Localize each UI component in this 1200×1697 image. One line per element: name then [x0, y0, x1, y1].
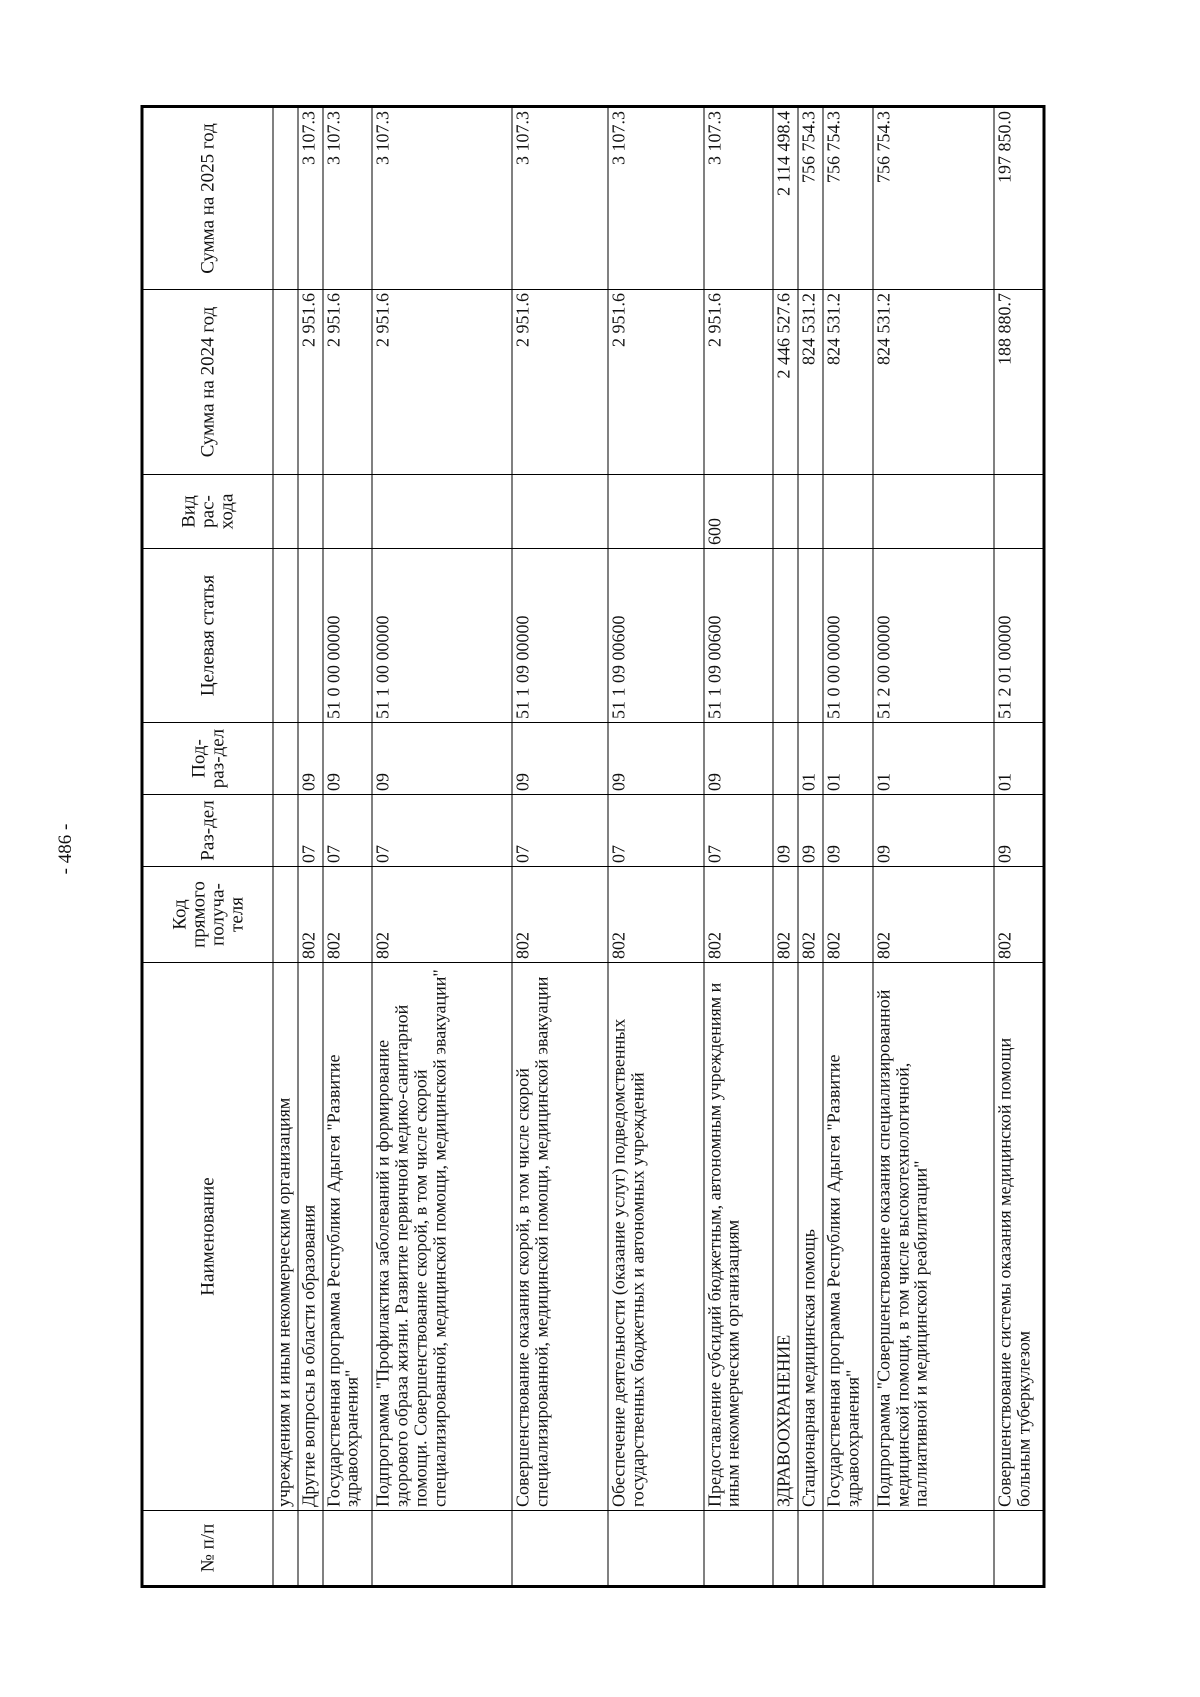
- cell-vid: [273, 475, 298, 549]
- cell-razdel: 07: [298, 795, 323, 867]
- cell-tselevaya: [798, 549, 823, 723]
- cell-razdel: [273, 795, 298, 867]
- cell-name: Подпрограмма "Совершенствование оказания специализированной медицинской помощи, в том числе высокотехнологичной, паллиативной и медицинской реабилитации": [873, 963, 995, 1511]
- cell-podrazdel: 09: [608, 723, 704, 795]
- cell-name: Другие вопросы в области образования: [298, 963, 323, 1511]
- cell-razdel: 09: [798, 795, 823, 867]
- cell-name: Стационарная медицинская помощь: [798, 963, 823, 1511]
- cell-name: Государственная программа Республики Адыгея "Развитие здравоохранения": [323, 963, 373, 1511]
- cell-razdel: 07: [372, 795, 512, 867]
- cell-sum-2024: 2 951.6: [512, 290, 608, 475]
- table-row: [994, 107, 1044, 1587]
- cell-sum-2025: 3 107.3: [372, 107, 512, 290]
- cell-code: 802: [298, 867, 323, 963]
- table-row: [773, 107, 798, 1587]
- cell-no: [608, 1511, 704, 1587]
- cell-sum-2025: 3 107.3: [608, 107, 704, 290]
- cell-tselevaya: 51 1 09 00600: [704, 549, 774, 723]
- header-vid: Вид рас-хода: [142, 475, 273, 549]
- table-row: [273, 107, 298, 1587]
- cell-podrazdel: 09: [512, 723, 608, 795]
- cell-code: 802: [773, 867, 798, 963]
- cell-sum-2025: 3 107.3: [512, 107, 608, 290]
- cell-razdel: 07: [704, 795, 774, 867]
- cell-name: Государственная программа Республики Адыгея "Развитие здравоохранения": [823, 963, 873, 1511]
- cell-vid: [773, 475, 798, 549]
- cell-sum-2025: 197 850.0: [994, 107, 1044, 290]
- cell-code: [273, 867, 298, 963]
- cell-no: [823, 1511, 873, 1587]
- cell-code: 802: [372, 867, 512, 963]
- cell-vid: [323, 475, 373, 549]
- header-name: Наименование: [142, 963, 273, 1511]
- cell-razdel: 09: [823, 795, 873, 867]
- cell-razdel: 07: [608, 795, 704, 867]
- header-tselevaya: Целевая статья: [142, 549, 273, 723]
- cell-tselevaya: 51 1 09 00000: [512, 549, 608, 723]
- table-row: [512, 107, 608, 1587]
- header-no: № п/п: [142, 1511, 273, 1587]
- header-sum-2024: Сумма на 2024 год: [142, 290, 273, 475]
- cell-sum-2025: 3 107.3: [298, 107, 323, 290]
- cell-sum-2025: 3 107.3: [704, 107, 774, 290]
- cell-vid: [298, 475, 323, 549]
- cell-sum-2024: 824 531.2: [798, 290, 823, 475]
- table-row: [608, 107, 704, 1587]
- cell-razdel: 09: [773, 795, 798, 867]
- cell-code: 802: [512, 867, 608, 963]
- cell-vid: [873, 475, 995, 549]
- table-row: [298, 107, 323, 1587]
- cell-sum-2024: 824 531.2: [873, 290, 995, 475]
- cell-sum-2024: 2 951.6: [323, 290, 373, 475]
- cell-no: [773, 1511, 798, 1587]
- cell-razdel: 09: [873, 795, 995, 867]
- cell-sum-2024: 824 531.2: [823, 290, 873, 475]
- cell-name: Обеспечение деятельности (оказание услуг) подведомственных государственных бюджетных и автономных учреждений: [608, 963, 704, 1511]
- cell-code: 802: [798, 867, 823, 963]
- cell-vid: [994, 475, 1044, 549]
- cell-vid: [798, 475, 823, 549]
- cell-tselevaya: 51 2 01 00000: [994, 549, 1044, 723]
- header-code: Код прямого получа-теля: [142, 867, 273, 963]
- cell-name: ЗДРАВООХРАНЕНИЕ: [773, 963, 798, 1511]
- cell-tselevaya: [773, 549, 798, 723]
- cell-podrazdel: 09: [298, 723, 323, 795]
- cell-no: [323, 1511, 373, 1587]
- table-header-row: [142, 107, 273, 1587]
- cell-sum-2024: 2 951.6: [298, 290, 323, 475]
- cell-podrazdel: [773, 723, 798, 795]
- cell-razdel: 07: [323, 795, 373, 867]
- cell-podrazdel: 01: [994, 723, 1044, 795]
- cell-code: 802: [873, 867, 995, 963]
- cell-podrazdel: 01: [798, 723, 823, 795]
- cell-tselevaya: 51 0 00 00000: [823, 549, 873, 723]
- cell-name: Предоставление субсидий бюджетным, автономным учреждениям и иным некоммерческим организациям: [704, 963, 774, 1511]
- cell-no: [298, 1511, 323, 1587]
- cell-no: [798, 1511, 823, 1587]
- cell-name: Совершенствование оказания скорой, в том числе скорой специализированной, медицинской помощи, медицинской эвакуации: [512, 963, 608, 1511]
- cell-tselevaya: [273, 549, 298, 723]
- cell-vid: [608, 475, 704, 549]
- cell-sum-2025: 756 754.3: [823, 107, 873, 290]
- cell-name: Совершенствование системы оказания медицинской помощи больным туберкулезом: [994, 963, 1044, 1511]
- cell-sum-2025: 756 754.3: [873, 107, 995, 290]
- cell-no: [873, 1511, 995, 1587]
- cell-code: 802: [823, 867, 873, 963]
- cell-sum-2024: [273, 290, 298, 475]
- cell-tselevaya: 51 1 00 00000: [372, 549, 512, 723]
- table-row: [798, 107, 823, 1587]
- cell-razdel: 09: [994, 795, 1044, 867]
- cell-podrazdel: 01: [823, 723, 873, 795]
- cell-podrazdel: 09: [704, 723, 774, 795]
- cell-podrazdel: 09: [372, 723, 512, 795]
- header-sum-2025: Сумма на 2025 год: [142, 107, 273, 290]
- cell-no: [273, 1511, 298, 1587]
- cell-vid: [823, 475, 873, 549]
- cell-sum-2024: 2 951.6: [372, 290, 512, 475]
- cell-sum-2024: 2 951.6: [704, 290, 774, 475]
- cell-tselevaya: 51 1 09 00600: [608, 549, 704, 723]
- cell-podrazdel: 09: [323, 723, 373, 795]
- cell-tselevaya: 51 2 00 00000: [873, 549, 995, 723]
- cell-sum-2025: 3 107.3: [323, 107, 373, 290]
- cell-sum-2024: 2 951.6: [608, 290, 704, 475]
- cell-name: Подпрограмма "Профилактика заболеваний и формирование здорового образа жизни. Развитие первичной медико-санитарной помощи. Совершенствование скорой, в том числе скорой специализированной, медицинской помощи, медицинской эвакуации": [372, 963, 512, 1511]
- header-podrazdel: Под-раз-дел: [142, 723, 273, 795]
- table-row: [823, 107, 873, 1587]
- cell-sum-2025: [273, 107, 298, 290]
- table-row: [873, 107, 995, 1587]
- rotated-table-wrapper: [141, 108, 1046, 1588]
- table-row: [704, 107, 774, 1587]
- table-row: [372, 107, 512, 1587]
- cell-name: учреждениям и иным некоммерческим организациям: [273, 963, 298, 1511]
- table-row: [323, 107, 373, 1587]
- cell-no: [994, 1511, 1044, 1587]
- page-number: - 486 -: [55, 823, 76, 875]
- budget-table: [141, 105, 1046, 1588]
- cell-podrazdel: 01: [873, 723, 995, 795]
- cell-vid: [512, 475, 608, 549]
- cell-tselevaya: [298, 549, 323, 723]
- cell-vid: [372, 475, 512, 549]
- cell-code: 802: [323, 867, 373, 963]
- cell-no: [704, 1511, 774, 1587]
- header-razdel: Раз-дел: [142, 795, 273, 867]
- cell-tselevaya: 51 0 00 00000: [323, 549, 373, 723]
- cell-vid: 600: [704, 475, 774, 549]
- cell-no: [512, 1511, 608, 1587]
- cell-code: 802: [704, 867, 774, 963]
- cell-sum-2025: 756 754.3: [798, 107, 823, 290]
- cell-sum-2024: 2 446 527.6: [773, 290, 798, 475]
- cell-sum-2025: 2 114 498.4: [773, 107, 798, 290]
- cell-no: [372, 1511, 512, 1587]
- cell-sum-2024: 188 880.7: [994, 290, 1044, 475]
- cell-podrazdel: [273, 723, 298, 795]
- cell-razdel: 07: [512, 795, 608, 867]
- cell-code: 802: [994, 867, 1044, 963]
- cell-code: 802: [608, 867, 704, 963]
